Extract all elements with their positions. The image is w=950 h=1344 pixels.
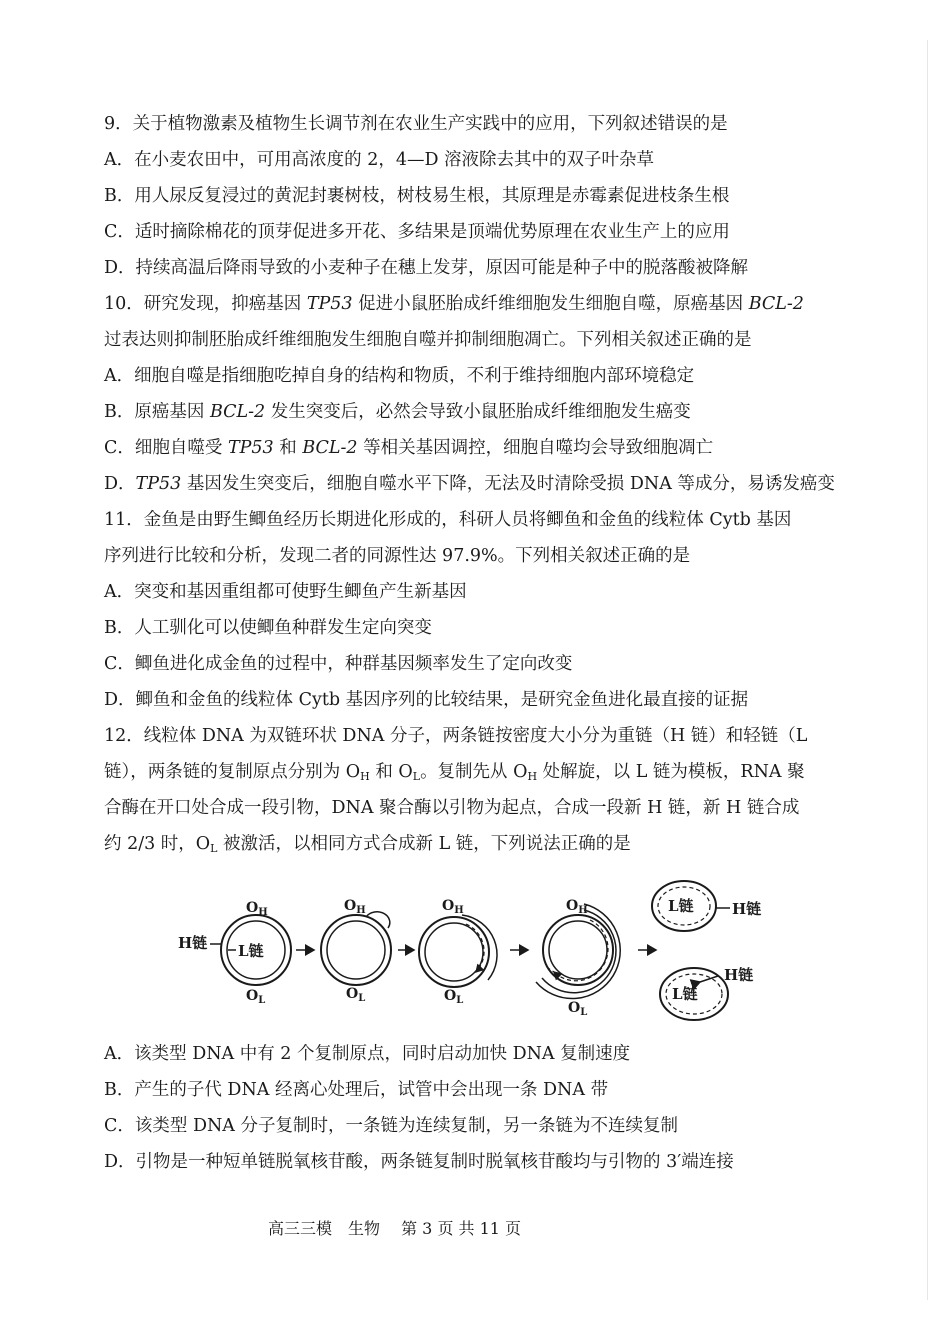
l-chain-label-bottom: L链 bbox=[672, 985, 698, 1003]
q12-option-a: A．该类型 DNA 中有 2 个复制原点，同时启动加快 DNA 复制速度 bbox=[104, 1044, 631, 1064]
mtdna-replication-diagram bbox=[170, 872, 790, 1032]
l-chain-label-top: L链 bbox=[668, 897, 694, 915]
stage-2 bbox=[321, 898, 391, 1004]
q10-option-d: D．TP53 基因发生突变后，细胞自噬水平下降，无法及时清除受损 DNA 等成分，易诱发癌变 bbox=[104, 474, 835, 494]
q9-option-b: B．用人尿反复浸过的黄泥封裹树枝，树枝易生根，其原理是赤霉素促进枝条生根 bbox=[104, 186, 730, 206]
ol-label-4: $O_L$ bbox=[568, 1000, 588, 1018]
q10-stem-line2: 过表达则抑制胚胎成纤维细胞发生细胞自噬并抑制细胞凋亡。下列相关叙述正确的是 bbox=[104, 330, 752, 350]
daughter-molecule-top bbox=[652, 881, 761, 931]
q9-stem: 9．关于植物激素及植物生长调节剂在农业生产实践中的应用，下列叙述错误的是 bbox=[104, 114, 728, 134]
ol-label-1: $O_L$ bbox=[246, 988, 266, 1006]
q10-option-b: B．原癌基因 BCL-2 发生突变后，必然会导致小鼠胚胎成纤维细胞发生癌变 bbox=[104, 402, 691, 422]
q11-stem-line2: 序列进行比较和分析，发现二者的同源性达 97.9%。下列相关叙述正确的是 bbox=[104, 546, 691, 566]
oh-label-4: $O_H$ bbox=[566, 898, 588, 916]
gene-tp53: TP53 bbox=[306, 294, 353, 314]
q9-option-d: D．持续高温后降雨导致的小麦种子在穗上发芽，原因可能是种子中的脱落酸被降解 bbox=[104, 258, 749, 278]
stage-4 bbox=[536, 898, 620, 1018]
h-chain-label-1: H链 bbox=[178, 934, 208, 952]
stage-3 bbox=[419, 898, 497, 1006]
oh-label-2: $O_H$ bbox=[344, 898, 366, 916]
q9-option-a: A．在小麦农田中，可用高浓度的 2，4—D 溶液除去其中的双子叶杂草 bbox=[104, 150, 655, 170]
l-chain-label-1: L链 bbox=[238, 942, 264, 960]
q12-stem-line4: 约 2/3 时，$O_L$ 被激活，以相同方式合成新 L 链，下列说法正确的是 bbox=[104, 834, 631, 855]
q12-option-b: B．产生的子代 DNA 经离心处理后，试管中会出现一条 DNA 带 bbox=[104, 1080, 609, 1100]
gene-bcl2: BCL-2 bbox=[748, 294, 804, 314]
q12-stem-line2: 链），两条链的复制原点分别为 $O_H$ 和 $O_L$。复制先从 $O_H$ 处解旋，以 L 链为模板，RNA 聚 bbox=[104, 762, 805, 783]
ol-label-2: $O_L$ bbox=[346, 986, 366, 1004]
daughter-molecule-bottom bbox=[660, 966, 753, 1020]
q9-option-c: C．适时摘除棉花的顶芽促进多开花、多结果是顶端优势原理在农业生产上的应用 bbox=[104, 222, 730, 242]
oh-label-1: $O_H$ bbox=[246, 900, 268, 918]
page-edge-shadow bbox=[927, 40, 928, 1300]
oh-label-3: $O_H$ bbox=[442, 898, 464, 916]
q11-option-b: B．人工驯化可以使鲫鱼种群发生定向突变 bbox=[104, 618, 432, 638]
q11-stem-line1: 11．金鱼是由野生鲫鱼经历长期进化形成的，科研人员将鲫鱼和金鱼的线粒体 Cytb 基因 bbox=[104, 510, 792, 530]
q12-option-c: C．该类型 DNA 分子复制时，一条链为连续复制，另一条链为不连续复制 bbox=[104, 1116, 678, 1136]
page-footer: 高三三模 生物 第 3 页 共 11 页 bbox=[268, 1219, 522, 1238]
q11-option-c: C．鲫鱼进化成金鱼的过程中，种群基因频率发生了定向改变 bbox=[104, 654, 573, 674]
stage-1 bbox=[178, 900, 291, 1006]
q12-stem-line3: 合酶在开口处合成一段引物，DNA 聚合酶以引物为起点，合成一段新 H 链，新 H 链合成 bbox=[104, 798, 800, 818]
q11-option-a: A．突变和基因重组都可使野生鲫鱼产生新基因 bbox=[104, 582, 467, 602]
q10-option-c: C．细胞自噬受 TP53 和 BCL-2 等相关基因调控，细胞自噬均会导致细胞凋亡 bbox=[104, 438, 714, 458]
q12-stem-line1: 12．线粒体 DNA 为双链环状 DNA 分子，两条链按密度大小分为重链（H 链）和轻链（L bbox=[104, 726, 808, 746]
ol-label-3: $O_L$ bbox=[444, 988, 464, 1006]
q10-stem-line1: 10．研究发现，抑癌基因 TP53 促进小鼠胚胎成纤维细胞发生细胞自噬，原癌基因 BCL-2 bbox=[104, 294, 804, 314]
h-chain-label-bottom: H链 bbox=[724, 966, 754, 984]
q11-option-d: D．鲫鱼和金鱼的线粒体 Cytb 基因序列的比较结果，是研究金鱼进化最直接的证据 bbox=[104, 690, 749, 710]
q12-option-d: D．引物是一种短单链脱氧核苷酸，两条链复制时脱氧核苷酸均与引物的 3′端连接 bbox=[104, 1152, 734, 1172]
h-chain-label-top: H链 bbox=[732, 900, 762, 918]
q10-option-a: A．细胞自噬是指细胞吃掉自身的结构和物质，不利于维持细胞内部环境稳定 bbox=[104, 366, 695, 386]
